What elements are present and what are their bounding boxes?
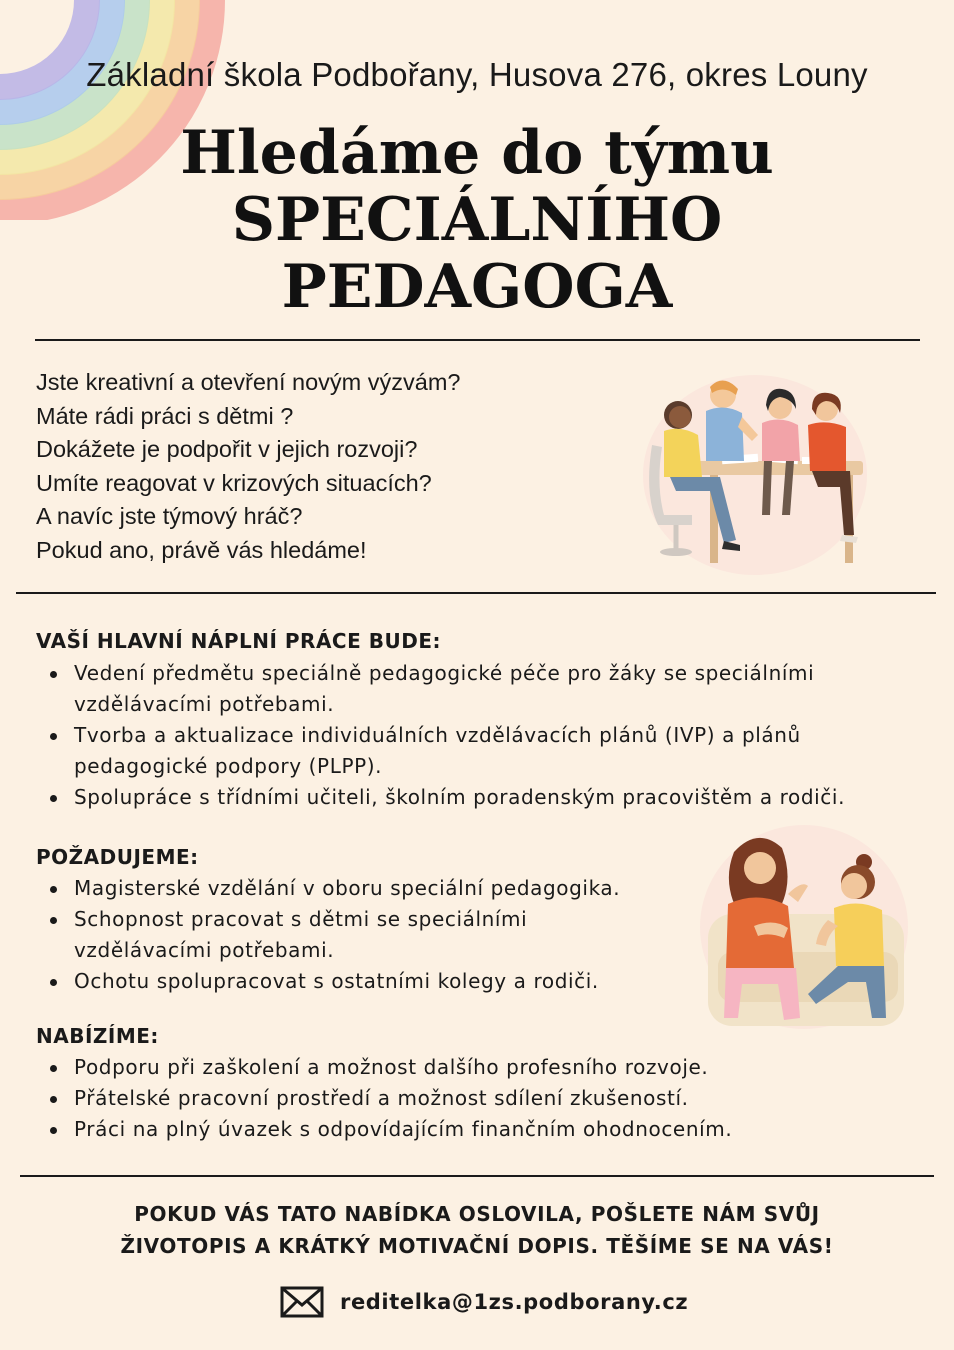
list-item-line: Práci na plný úvazek s odpovídajícím finančním ohodnocením. (74, 1117, 733, 1141)
list-item (36, 1114, 926, 1145)
email-link[interactable]: reditelka@1zs.podborany.cz (340, 1290, 689, 1314)
divider-top (35, 339, 920, 341)
list-item-line: Ochotu spolupracovat s ostatními kolegy a rodiči. (74, 969, 599, 993)
offer-title: NABÍZÍME: (36, 1024, 159, 1048)
list-item-line: Přátelské pracovní prostředí a možnost sdílení zkušeností. (74, 1086, 689, 1110)
teacher-child-illustration (698, 822, 910, 1032)
list-item (36, 1083, 926, 1114)
contact-email[interactable] (280, 1282, 688, 1322)
headline-line-2: SPECIÁLNÍHO (231, 185, 723, 255)
intro-questions (36, 366, 460, 568)
duties-title: VAŠÍ HLAVNÍ NÁPLNÍ PRÁCE BUDE: (36, 629, 441, 653)
list-item (36, 720, 926, 782)
list-item (36, 873, 686, 904)
call-to-action-line: ŽIVOTOPIS A KRÁTKÝ MOTIVAČNÍ DOPIS. TĚŠÍME SE NA VÁS! (120, 1234, 834, 1258)
list-item (36, 966, 686, 997)
intro-line: Pokud ano, právě vás hledáme! (36, 536, 367, 563)
list-item-line: pedagogické podpory (PLPP). (74, 754, 383, 778)
list-item-line: Schopnost pracovat s dětmi se speciálními (74, 907, 528, 931)
divider-bottom (20, 1175, 934, 1177)
list-item (36, 904, 686, 966)
list-item (36, 782, 926, 813)
intro-line: Dokážete je podpořit v jejich rozvoji? (36, 436, 418, 463)
list-item-line: Tvorba a aktualizace individuálních vzdělávacích plánů (IVP) a plánů (74, 723, 801, 747)
intro-line: Jste kreativní a otevření novým výzvám? (36, 369, 461, 395)
offer-list (36, 1052, 926, 1145)
list-item (36, 1052, 926, 1083)
list-item-line: Vedení předmětu speciálně pedagogické péče pro žáky se speciálními (74, 661, 815, 685)
headline-line-3: PEDAGOGA (281, 252, 673, 322)
list-item-line: Podporu při zaškolení a možnost dalšího profesního rozvoje. (74, 1055, 709, 1079)
headline (0, 120, 954, 321)
duties-list (36, 658, 926, 813)
list-item-line: Magisterské vzdělání v oboru speciální pedagogika. (74, 876, 621, 900)
school-name: Základní škola Podbořany, Husova 276, okres Louny (86, 56, 868, 93)
headline-line-1: Hledáme do týmu (180, 118, 774, 188)
list-item-line: vzdělávacími potřebami. (74, 692, 335, 716)
requirements-list (36, 873, 686, 997)
envelope-icon (280, 1286, 324, 1318)
group-meeting-illustration (640, 365, 870, 575)
requirements-title: POŽADUJEME: (36, 845, 199, 869)
call-to-action-line: POKUD VÁS TATO NABÍDKA OSLOVILA, POŠLETE NÁM SVŮJ (134, 1202, 820, 1226)
divider-middle (16, 592, 936, 594)
intro-line: Máte rádi práci s dětmi ? (36, 402, 294, 429)
list-item-line: Spolupráce s třídními učiteli, školním poradenským pracovištěm a rodiči. (74, 785, 846, 809)
list-item-line: vzdělávacími potřebami. (74, 938, 335, 962)
intro-line: A navíc jste týmový hráč? (36, 503, 303, 530)
list-item (36, 658, 926, 720)
call-to-action (0, 1198, 954, 1262)
intro-line: Umíte reagovat v krizových situacích? (36, 469, 432, 496)
